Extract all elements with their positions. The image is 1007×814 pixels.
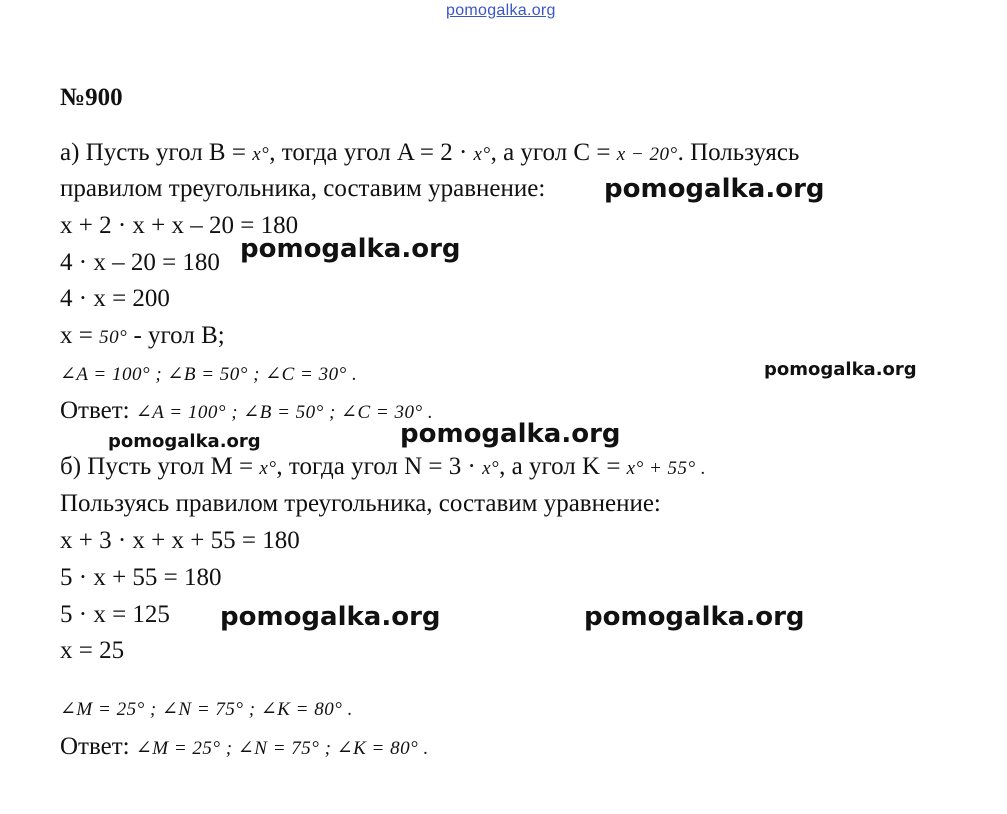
part-a-answer-label: Ответ: — [60, 397, 130, 424]
part-a-eq4-val: 50° — [99, 327, 128, 348]
part-b-var-n: x° — [482, 458, 500, 479]
part-b-expr-k: x° + 55° . — [626, 458, 707, 479]
part-b-line1-mid2: , а угол K = — [499, 453, 621, 480]
watermark: pomogalka.org — [108, 431, 261, 452]
part-a-line1-suffix: . Пользуясь — [677, 139, 800, 166]
part-a-line1-prefix: а) Пусть угол B = — [60, 139, 246, 166]
part-a-eq4-prefix: x = — [60, 322, 93, 349]
part-b-answer-label: Ответ: — [60, 733, 130, 760]
watermark: pomogalka.org — [240, 234, 461, 264]
part-a-var-b: x° — [252, 144, 270, 165]
watermark: pomogalka.org — [764, 359, 917, 380]
watermark: pomogalka.org — [220, 602, 441, 632]
part-a-answer-value: ∠A = 100° ; ∠B = 50° ; ∠C = 30° . — [135, 402, 434, 423]
problem-number: №900 — [60, 84, 123, 111]
part-b-eq2: 5 · x + 55 = 180 — [60, 564, 222, 591]
part-a-eq2: 4 · x – 20 = 180 — [60, 249, 220, 276]
part-b-eq3: 5 · x = 125 — [60, 601, 170, 628]
part-b-eq1: x + 3 · x + x + 55 = 180 — [60, 527, 300, 554]
part-a-eq1: x + 2 · x + x – 20 = 180 — [60, 212, 299, 239]
part-a-line1-mid2: , а угол C = — [490, 139, 611, 166]
part-a-var-a: x° — [473, 144, 491, 165]
part-a-line2: правилом треугольника, составим уравнение: — [60, 175, 546, 202]
part-b-eq4: x = 25 — [60, 637, 125, 664]
part-b-answer-value: ∠M = 25° ; ∠N = 75° ; ∠K = 80° . — [135, 738, 429, 759]
part-b-line1 — [60, 452, 706, 484]
part-a-line1-mid: , тогда угол A = 2 · — [269, 139, 468, 166]
part-a-expr-c: x − 20° — [616, 144, 678, 165]
part-b-line1-prefix: б) Пусть угол M = — [60, 453, 254, 480]
part-b-var-m: x° — [259, 458, 277, 479]
part-a-eq4-suffix: - угол B; — [133, 322, 225, 349]
part-a-angles: ∠A = 100° ; ∠B = 50° ; ∠C = 30° . — [60, 364, 358, 385]
part-b-angles: ∠M = 25° ; ∠N = 75° ; ∠K = 80° . — [60, 699, 353, 720]
watermark: pomogalka.org — [400, 419, 621, 449]
part-a-eq3: 4 · x = 200 — [60, 285, 170, 312]
part-a-eq4 — [60, 321, 225, 353]
watermark: pomogalka.org — [604, 174, 825, 204]
watermark-top-link[interactable]: pomogalka.org — [446, 2, 556, 19]
part-b-line1-mid: , тогда угол N = 3 · — [276, 453, 476, 480]
part-a-answer — [60, 396, 433, 428]
watermark: pomogalka.org — [584, 602, 805, 632]
part-b-answer — [60, 732, 429, 764]
part-b-line2: Пользуясь правилом треугольника, составим уравнение: — [60, 490, 661, 517]
part-a-line1 — [60, 138, 799, 170]
